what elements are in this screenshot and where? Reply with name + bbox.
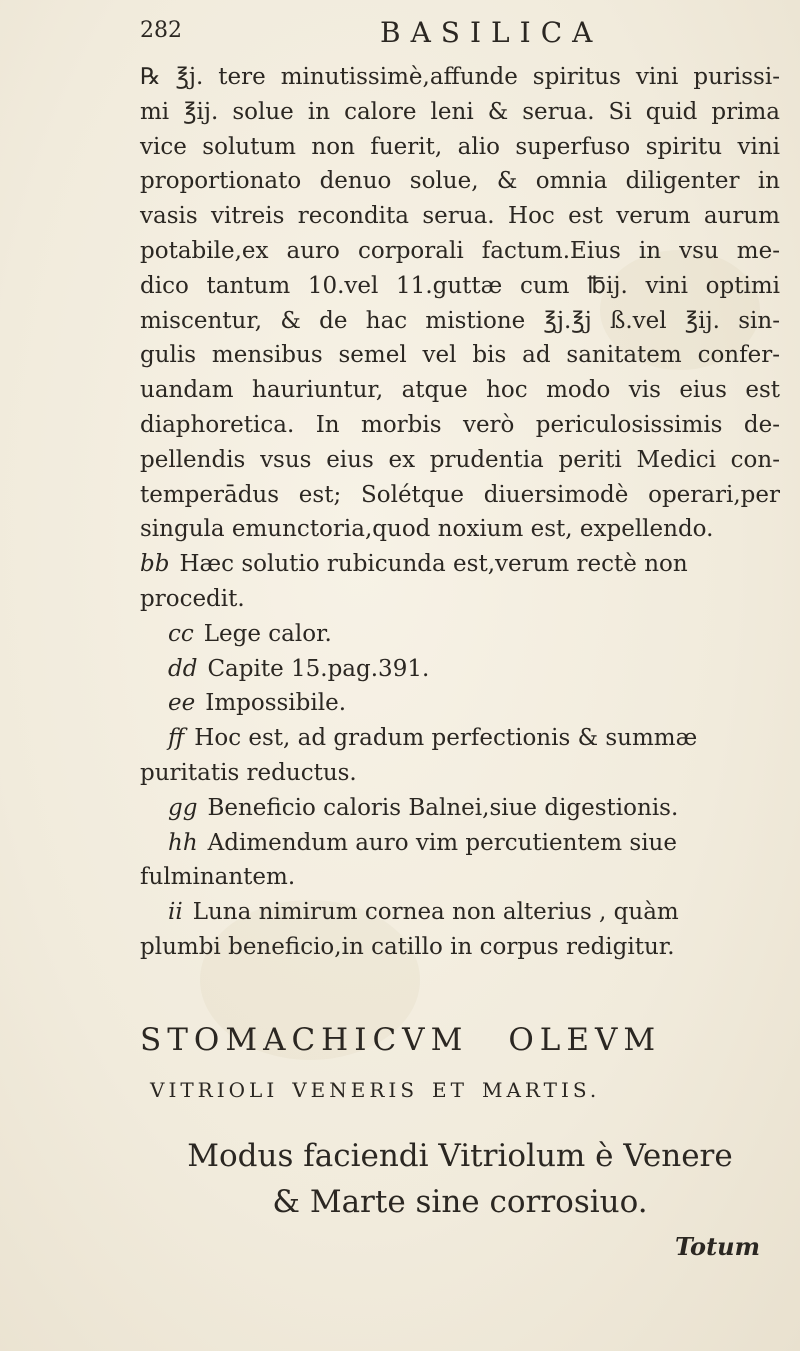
note-line: fulminantem. xyxy=(140,864,296,891)
paragraph-line: diaphoretica. In morbis verò periculosissimis de- xyxy=(140,411,780,438)
paragraph-line: mi ℥ij. solue in calore leni & serua. Si quid prima xyxy=(140,98,780,125)
note-line: plumbi beneficio,in catillo in corpus redigitur. xyxy=(140,933,675,960)
note-text: Hæc solutio rubicunda est,verum rectè non xyxy=(179,551,688,578)
section-title-word: STOMACHICVM xyxy=(140,1022,469,1058)
section-subtitle xyxy=(150,1078,770,1102)
note-line xyxy=(140,791,780,826)
paragraph-line: vice solutum non fuerit, alio superfuso spiritu vini xyxy=(140,133,780,160)
note-text: Beneficio caloris Balnei,siue digestionis. xyxy=(207,794,679,821)
note-tag: ii xyxy=(168,899,183,926)
page-number: 282 xyxy=(140,18,182,43)
paragraph-line: ℞ ℥j. tere minutissimè,affunde spiritus vini purissi- xyxy=(140,64,780,90)
subtitle-word: VENERIS xyxy=(292,1078,419,1102)
subtitle-word: MARTIS. xyxy=(482,1078,601,1102)
note-line xyxy=(140,826,780,861)
note-line xyxy=(140,547,780,582)
note-line: procedit. xyxy=(140,585,245,612)
paragraph-line: vasis vitreis recondita serua. Hoc est verum aurum xyxy=(140,203,780,230)
note-text: Luna nimirum cornea non alterius , quàm xyxy=(192,899,679,926)
paragraph-line: uandam hauriuntur, atque hoc modo vis eius est xyxy=(140,377,780,404)
note-line: puritatis reductus. xyxy=(140,759,357,786)
section-title xyxy=(140,1022,780,1058)
paragraph-line: potabile,ex auro corporali factum.Eius in vsu me- xyxy=(140,237,780,264)
note-tag: dd xyxy=(168,655,198,682)
note-tag: hh xyxy=(168,829,198,856)
note-text: Capite 15.pag.391. xyxy=(207,655,430,682)
paragraph-line: miscentur, & de hac mistione ℥j.℥j ß.vel ℥ij. sin- xyxy=(140,307,780,334)
note-line xyxy=(140,652,780,687)
note-text: Adimendum auro vim percutientem siue xyxy=(207,829,677,856)
subtitle-word: VITRIOLI xyxy=(150,1078,279,1102)
catchword: Totum xyxy=(674,1232,760,1261)
paragraph-line: gulis mensibus semel vel bis ad sanitatem confer- xyxy=(140,342,780,369)
note-text: Impossibile. xyxy=(205,690,347,717)
running-head: BASILICA xyxy=(380,16,603,49)
note-tag: cc xyxy=(168,620,194,647)
paragraph-line: singula emunctoria,quod noxium est, expellendo. xyxy=(140,516,714,543)
method-heading: & Marte sine corrosiuo. xyxy=(272,1184,648,1220)
paragraph-line: dico tantum 10.vel 11.guttæ cum ℔ij. vini optimi xyxy=(140,272,780,299)
page-header xyxy=(140,16,760,56)
notes-list xyxy=(140,547,780,965)
note-line xyxy=(140,686,780,721)
method-heading: Modus faciendi Vitriolum è Venere xyxy=(187,1138,733,1174)
note-line xyxy=(140,617,780,652)
note-line xyxy=(140,895,780,930)
paragraph-line: temperādus est; Solétque diuersimodè operari,per xyxy=(140,481,780,508)
section-title-word: OLEVM xyxy=(508,1022,662,1058)
note-line xyxy=(140,721,780,756)
note-tag: bb xyxy=(140,551,170,578)
main-paragraph xyxy=(140,60,780,547)
note-text: Lege calor. xyxy=(203,620,332,647)
paragraph-line: pellendis vsus eius ex prudentia periti Medici con- xyxy=(140,446,780,473)
body-text xyxy=(140,60,780,965)
note-text: Hoc est, ad gradum perfectionis & summæ xyxy=(194,725,698,752)
paragraph-line: proportionato denuo solue, & omnia diligenter in xyxy=(140,168,780,195)
note-tag: ff xyxy=(168,725,185,752)
subtitle-word: ET xyxy=(432,1078,468,1102)
note-tag: gg xyxy=(168,794,198,821)
note-tag: ee xyxy=(168,690,196,717)
